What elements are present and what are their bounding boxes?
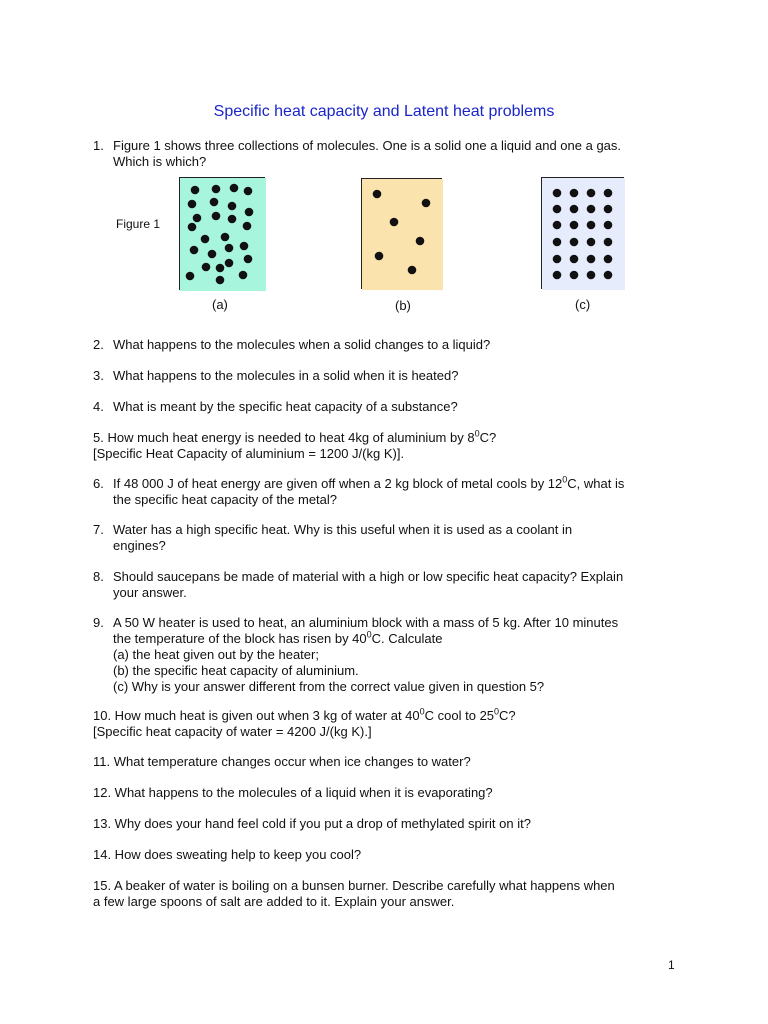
question-text-line: Should saucepans be made of material with a high or low specific heat capacity? Explain (113, 569, 624, 584)
question-text-line (93, 430, 693, 446)
question-number: 4. (93, 399, 104, 414)
figure-caption-a: (a) (212, 297, 228, 312)
text-span: C? (479, 430, 497, 445)
question-text-line (113, 631, 693, 647)
question-text-line: [Specific heat capacity of water = 4200 J/(kg K).] (93, 724, 372, 739)
molecule-box-c (541, 177, 624, 289)
question-text: What happens to the molecules in a solid when it is heated? (113, 368, 459, 383)
question-13: 13. Why does your hand feel cold if you put a drop of methylated spirit on it? (93, 816, 531, 831)
question-number: 9. (93, 615, 104, 630)
sub-question-c: (c) Why is your answer different from the correct value given in question 5? (113, 679, 545, 694)
question-text-line: Figure 1 shows three collections of molecules. One is a solid one a liquid and one a gas. (113, 138, 622, 153)
text-span: 10. How much heat is given out when 3 kg of water at 40 (93, 708, 420, 723)
question-number: 2. (93, 337, 104, 352)
figure-caption-b: (b) (395, 298, 411, 313)
question-14: 14. How does sweating help to keep you cool? (93, 847, 362, 862)
superscript: 0 (419, 706, 425, 717)
question-text-line: a few large spoons of salt are added to it. Explain your answer. (93, 894, 455, 909)
question-number: 7. (93, 522, 104, 537)
superscript: 0 (474, 428, 480, 439)
question-11: 11. What temperature changes occur when ice changes to water? (93, 754, 471, 769)
sub-question-b: (b) the specific heat capacity of aluminium. (113, 663, 359, 678)
question-text: What happens to the molecules when a solid changes to a liquid? (113, 337, 491, 352)
molecule-diagram-a (180, 178, 266, 291)
superscript: 0 (494, 706, 500, 717)
question-10 (93, 708, 693, 740)
question-5 (93, 430, 693, 462)
text-span: C? (499, 708, 516, 723)
text-span: If 48 000 J of heat energy are given off when a 2 kg block of metal cools by 12 (113, 476, 563, 491)
question-text-line: A 50 W heater is used to heat, an aluminium block with a mass of 5 kg. After 10 minutes (113, 615, 619, 630)
molecule-box-b (361, 178, 442, 289)
question-12: 12. What happens to the molecules of a liquid when it is evaporating? (93, 785, 493, 800)
question-number: 1. (93, 138, 104, 153)
molecule-box-a (179, 177, 265, 290)
question-number: 3. (93, 368, 104, 383)
question-text-line (93, 708, 693, 724)
question-6 (93, 476, 693, 508)
figure-label: Figure 1 (116, 217, 161, 231)
page-title: Specific heat capacity and Latent heat problems (213, 103, 555, 120)
text-span: 5. How much heat energy is needed to heat 4kg of aluminium by 8 (93, 430, 475, 445)
text-span: C cool to 25 (424, 708, 495, 723)
question-2 (93, 337, 693, 353)
text-span: C, what is (567, 476, 625, 491)
text-span: C. Calculate (371, 631, 443, 646)
question-1 (93, 138, 693, 170)
question-text-line (113, 476, 693, 492)
question-9 (93, 615, 693, 695)
question-7 (93, 522, 693, 554)
question-number: 6. (93, 476, 104, 491)
question-text-line: your answer. (113, 585, 187, 600)
page-number: 1 (668, 958, 675, 972)
question-8 (93, 569, 693, 601)
question-text-line: [Specific Heat Capacity of aluminium = 1200 J/(kg K)]. (93, 446, 405, 461)
question-text: What is meant by the specific heat capacity of a substance? (113, 399, 458, 414)
question-4 (93, 399, 693, 415)
sub-question-a: (a) the heat given out by the heater; (113, 647, 319, 662)
question-3 (93, 368, 693, 384)
superscript: 0 (366, 629, 372, 640)
molecule-diagram-c (542, 178, 625, 290)
molecule-diagram-b (362, 179, 443, 290)
question-text-line: engines? (113, 538, 166, 553)
question-number: 8. (93, 569, 104, 584)
question-15 (93, 878, 693, 910)
question-text-line: Which is which? (113, 154, 207, 169)
question-text-line: Water has a high specific heat. Why is this useful when it is used as a coolant in (113, 522, 573, 537)
question-text-line: the specific heat capacity of the metal? (113, 492, 338, 507)
text-span: the temperature of the block has risen by 40 (113, 631, 367, 646)
superscript: 0 (562, 474, 568, 485)
question-text-line: 15. A beaker of water is boiling on a bunsen burner. Describe carefully what happens when (93, 878, 615, 893)
figure-caption-c: (c) (575, 297, 591, 312)
